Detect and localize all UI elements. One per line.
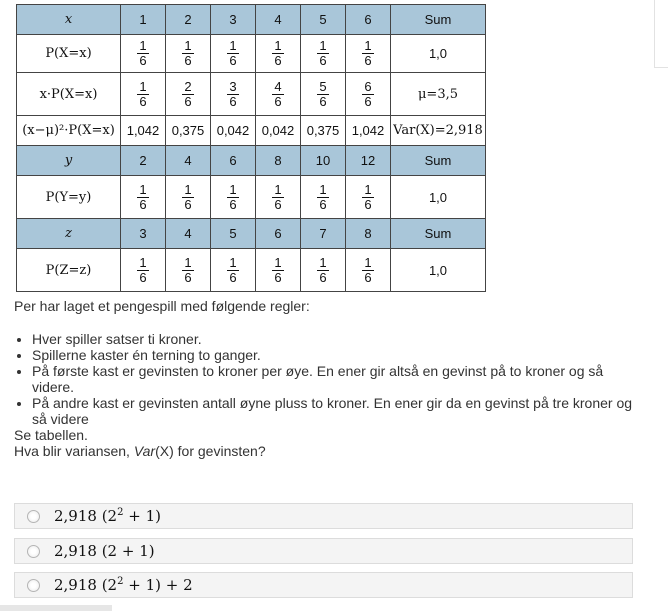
table-cell <box>301 176 346 219</box>
table-cell <box>211 73 256 116</box>
table-cell: 8 <box>256 146 301 176</box>
table-cell <box>301 73 346 116</box>
row-total: Sum <box>391 5 486 35</box>
row-label: y <box>17 146 121 176</box>
fraction: $\frac{1}{6}$ <box>319 181 327 212</box>
rule-item: • Spillerne kaster én terning to ganger. <box>32 347 634 363</box>
fraction: $\frac{1}{6}$ <box>139 181 147 212</box>
rules-list <box>14 331 634 427</box>
fraction: $\frac{1}{6}$ <box>184 38 192 68</box>
table-cell <box>121 35 166 73</box>
fraction: $\frac{5}{6}$ <box>319 78 327 109</box>
radio-button[interactable] <box>27 545 40 558</box>
answer-option-1[interactable] <box>14 503 633 529</box>
answer-option-text: 2,918 $(2^2 + 1)$ <box>54 507 161 525</box>
row-label: P(Z=z) <box>17 249 121 292</box>
table-cell: 1,042 <box>346 116 391 146</box>
table-cell <box>301 35 346 73</box>
table-cell: 3 <box>211 5 256 35</box>
answer-option-text: 2,918 (2 + 1) <box>54 542 155 560</box>
question-arg: (X) <box>155 443 174 459</box>
table-cell: 1 <box>121 5 166 35</box>
table-cell: 0,375 <box>166 116 211 146</box>
fraction: $\frac{1}{6}$ <box>364 181 372 212</box>
row-total: Sum <box>391 146 486 176</box>
row-label: P(X=x) <box>17 35 121 73</box>
fraction: $\frac{6}{6}$ <box>364 78 372 109</box>
fraction: $\frac{1}{6}$ <box>139 78 147 109</box>
table-cell <box>346 35 391 73</box>
table-cell <box>256 176 301 219</box>
table-cell: 5 <box>301 5 346 35</box>
fraction: $\frac{1}{6}$ <box>274 254 282 285</box>
question-block <box>14 298 634 459</box>
answer-option-3[interactable] <box>14 572 633 598</box>
fraction: $\frac{1}{6}$ <box>184 181 192 212</box>
table-row <box>17 176 486 219</box>
table-cell: 1,042 <box>121 116 166 146</box>
fraction: $\frac{1}{6}$ <box>274 38 282 68</box>
table-row <box>17 116 486 146</box>
table-cell <box>256 35 301 73</box>
table-cell: 2 <box>166 5 211 35</box>
table-cell: 8 <box>346 219 391 249</box>
row-total: μ=3,5 <box>391 73 486 116</box>
table-cell <box>256 73 301 116</box>
rule-item: • Hver spiller satser ti kroner. <box>32 331 634 347</box>
table-row <box>17 249 486 292</box>
row-label: (x−μ)²·P(X=x) <box>17 116 121 146</box>
table-cell <box>211 35 256 73</box>
probability-table <box>16 4 486 292</box>
answer-option-text: 2,918 $(2^2 + 1) + 2$ <box>54 576 193 594</box>
answer-option-2[interactable] <box>14 538 633 564</box>
table-cell: 0,042 <box>211 116 256 146</box>
table-row <box>17 146 486 176</box>
fraction: $\frac{1}{6}$ <box>319 254 327 285</box>
row-label: x·P(X=x) <box>17 73 121 116</box>
fraction: $\frac{1}{6}$ <box>229 181 237 212</box>
table-cell <box>256 249 301 292</box>
table-row <box>17 73 486 116</box>
row-total: 1,0 <box>391 249 486 292</box>
table-cell: 6 <box>211 146 256 176</box>
question-suffix: for gevinsten? <box>173 443 266 459</box>
table-cell: 4 <box>166 146 211 176</box>
row-total: Var(X)=2,918 <box>391 116 486 146</box>
table-cell <box>346 176 391 219</box>
see-table-text: Se tabellen. <box>14 427 88 443</box>
rule-item: • På andre kast er gevinsten antall øyne pluss to kroner. En ener gir da en gevinst på tre kroner og så videre <box>32 395 634 427</box>
table-cell <box>166 249 211 292</box>
table-cell: 10 <box>301 146 346 176</box>
table-cell <box>301 249 346 292</box>
row-label: z <box>17 219 121 249</box>
table-cell: 6 <box>256 219 301 249</box>
row-total: 1,0 <box>391 35 486 73</box>
table-cell <box>211 249 256 292</box>
table-cell <box>166 176 211 219</box>
fraction: $\frac{3}{6}$ <box>229 78 237 109</box>
fraction: $\frac{1}{6}$ <box>139 254 147 285</box>
table-row <box>17 5 486 35</box>
fraction: $\frac{1}{6}$ <box>274 181 282 212</box>
table-cell <box>121 176 166 219</box>
fraction: $\frac{1}{6}$ <box>364 38 372 68</box>
fraction: $\frac{1}{6}$ <box>364 254 372 285</box>
table-row <box>17 35 486 73</box>
question-text <box>14 443 634 459</box>
question-prefix: Hva blir variansen, <box>14 443 134 459</box>
fraction: $\frac{1}{6}$ <box>229 38 237 68</box>
question-var: Var <box>133 443 156 459</box>
table-cell: 0,042 <box>256 116 301 146</box>
fraction: $\frac{4}{6}$ <box>274 78 282 109</box>
table-cell: 0,375 <box>301 116 346 146</box>
fraction: $\frac{1}{6}$ <box>319 38 327 68</box>
row-label: x <box>17 5 121 35</box>
row-total: Sum <box>391 219 486 249</box>
fraction: $\frac{1}{6}$ <box>139 38 147 68</box>
fraction: $\frac{1}{6}$ <box>229 254 237 285</box>
table-cell <box>346 73 391 116</box>
table-cell: 4 <box>256 5 301 35</box>
table-cell: 3 <box>121 219 166 249</box>
table-cell <box>166 35 211 73</box>
table-cell: 12 <box>346 146 391 176</box>
table-cell: 4 <box>166 219 211 249</box>
table-cell: 7 <box>301 219 346 249</box>
scrollbar-edge <box>654 0 668 68</box>
fraction: $\frac{2}{6}$ <box>184 78 192 109</box>
radio-button[interactable] <box>27 510 40 523</box>
row-total: 1,0 <box>391 176 486 219</box>
table-cell: 6 <box>346 5 391 35</box>
radio-button[interactable] <box>27 579 40 592</box>
intro-text: Per har laget et pengespill med følgende regler: <box>14 298 310 314</box>
table-cell: 5 <box>211 219 256 249</box>
table-cell <box>166 73 211 116</box>
row-label: P(Y=y) <box>17 176 121 219</box>
fraction: $\frac{1}{6}$ <box>184 254 192 285</box>
table-cell <box>121 73 166 116</box>
table-cell <box>346 249 391 292</box>
table-cell <box>211 176 256 219</box>
table-cell <box>121 249 166 292</box>
table-cell: 2 <box>121 146 166 176</box>
table-row <box>17 219 486 249</box>
bottom-scrollbar[interactable] <box>0 605 112 611</box>
rule-item: • På første kast er gevinsten to kroner per øye. En ener gir altså en gevinst på to kroner og så videre. <box>32 363 634 395</box>
